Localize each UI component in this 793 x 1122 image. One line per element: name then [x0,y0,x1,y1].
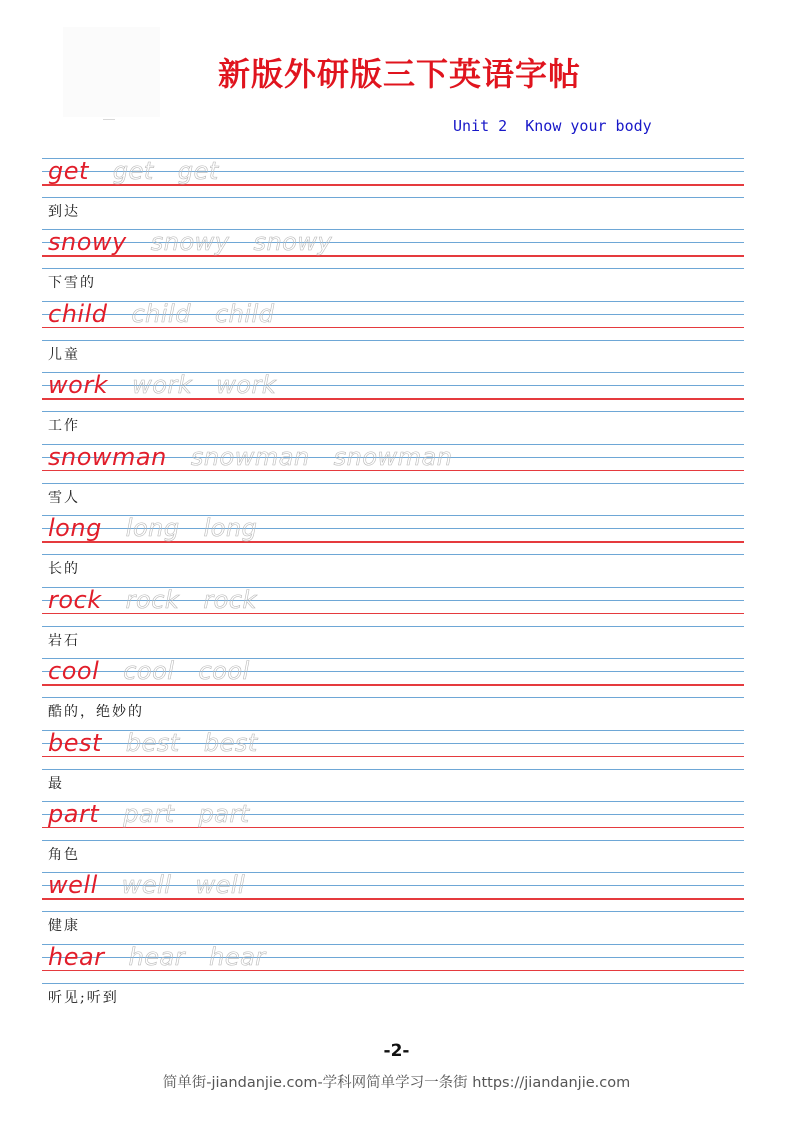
guide-line-bottom [42,697,744,698]
practice-words [48,156,243,192]
practice-words [48,442,476,478]
word-meaning: 下雪的 [48,275,96,292]
trace-word: snowman [190,442,310,471]
trace-word: part [123,799,175,828]
model-word: snowman [48,442,167,471]
model-word: work [48,371,109,400]
practice-row [42,587,744,658]
word-meaning: 听见;听到 [48,989,119,1006]
guide-line-bottom [42,769,744,770]
guide-line-bottom [42,268,744,269]
word-meaning: 儿童 [48,346,80,363]
word-meaning: 工作 [48,418,80,435]
unit-subtitle: Unit 2 Know your body [453,117,652,135]
practice-words [48,513,281,549]
footer-source: 简单街-jiandanjie.com-学科网简单学习一条街 https://jiandanjie.com [162,1075,631,1091]
guide-line-bottom [42,911,744,912]
trace-word: child [214,299,275,328]
practice-words [48,227,356,263]
practice-row [42,801,744,872]
model-word: get [48,157,89,185]
trace-word: work [216,371,277,400]
model-word: hear [48,942,105,971]
practice-words [48,870,269,906]
guide-line-bottom [42,983,744,984]
trace-word: best [125,728,180,757]
trace-word: well [121,871,172,900]
placeholder-mark [103,119,115,120]
word-meaning: 酷的，绝妙的 [48,704,144,721]
practice-row [42,301,744,372]
trace-word: long [125,514,180,543]
practice-row [42,444,744,515]
practice-words [48,942,290,978]
trace-word: get [177,157,219,185]
model-word: rock [48,585,102,614]
trace-word: child [131,299,191,328]
practice-row [42,158,744,229]
trace-word: snowy [253,228,333,257]
guide-line-bottom [42,197,744,198]
practice-row [42,372,744,443]
trace-word: snowman [333,442,453,471]
practice-words [48,799,274,835]
word-meaning: 长的 [48,561,80,578]
trace-word: best [203,728,258,757]
practice-words [48,370,300,406]
practice-row [42,872,744,943]
guide-line-bottom [42,554,744,555]
practice-row [42,944,744,1015]
trace-word: hear [209,942,266,971]
page-number: -2- [383,1041,410,1061]
model-word: well [48,871,98,900]
practice-row [42,730,744,801]
copybook-sheet [42,158,744,1015]
trace-word: well [195,871,246,900]
word-meaning: 岩石 [48,632,80,649]
trace-word: work [132,371,193,400]
practice-words [48,728,282,764]
model-word: snowy [48,228,127,257]
practice-words [48,585,281,621]
model-word: best [48,728,102,757]
word-meaning: 到达 [48,204,80,220]
model-word: part [48,799,100,828]
trace-word: hear [128,942,186,971]
trace-word: cool [198,657,250,686]
trace-word: get [112,157,154,185]
word-meaning: 健康 [48,918,80,935]
guide-line-bottom [42,411,744,412]
guide-line-bottom [42,626,744,627]
model-word: child [48,299,108,328]
word-meaning: 雪人 [48,489,80,506]
word-meaning: 角色 [48,846,80,863]
practice-row [42,658,744,729]
practice-words [48,299,298,335]
guide-line-bottom [42,483,744,484]
guide-line-bottom [42,340,744,341]
guide-line-bottom [42,840,744,841]
trace-word: part [198,799,250,828]
trace-word: rock [125,585,180,614]
trace-word: rock [203,585,257,614]
trace-word: cool [123,657,175,686]
word-meaning: 最 [48,775,64,792]
model-word: long [48,514,102,543]
practice-row [42,229,744,300]
practice-words [48,656,274,692]
page-title: 新版外研版三下英语字帖 [217,55,581,93]
trace-word: snowy [150,228,230,257]
model-word: cool [48,657,100,686]
trace-word: long [203,514,258,543]
practice-row [42,515,744,586]
